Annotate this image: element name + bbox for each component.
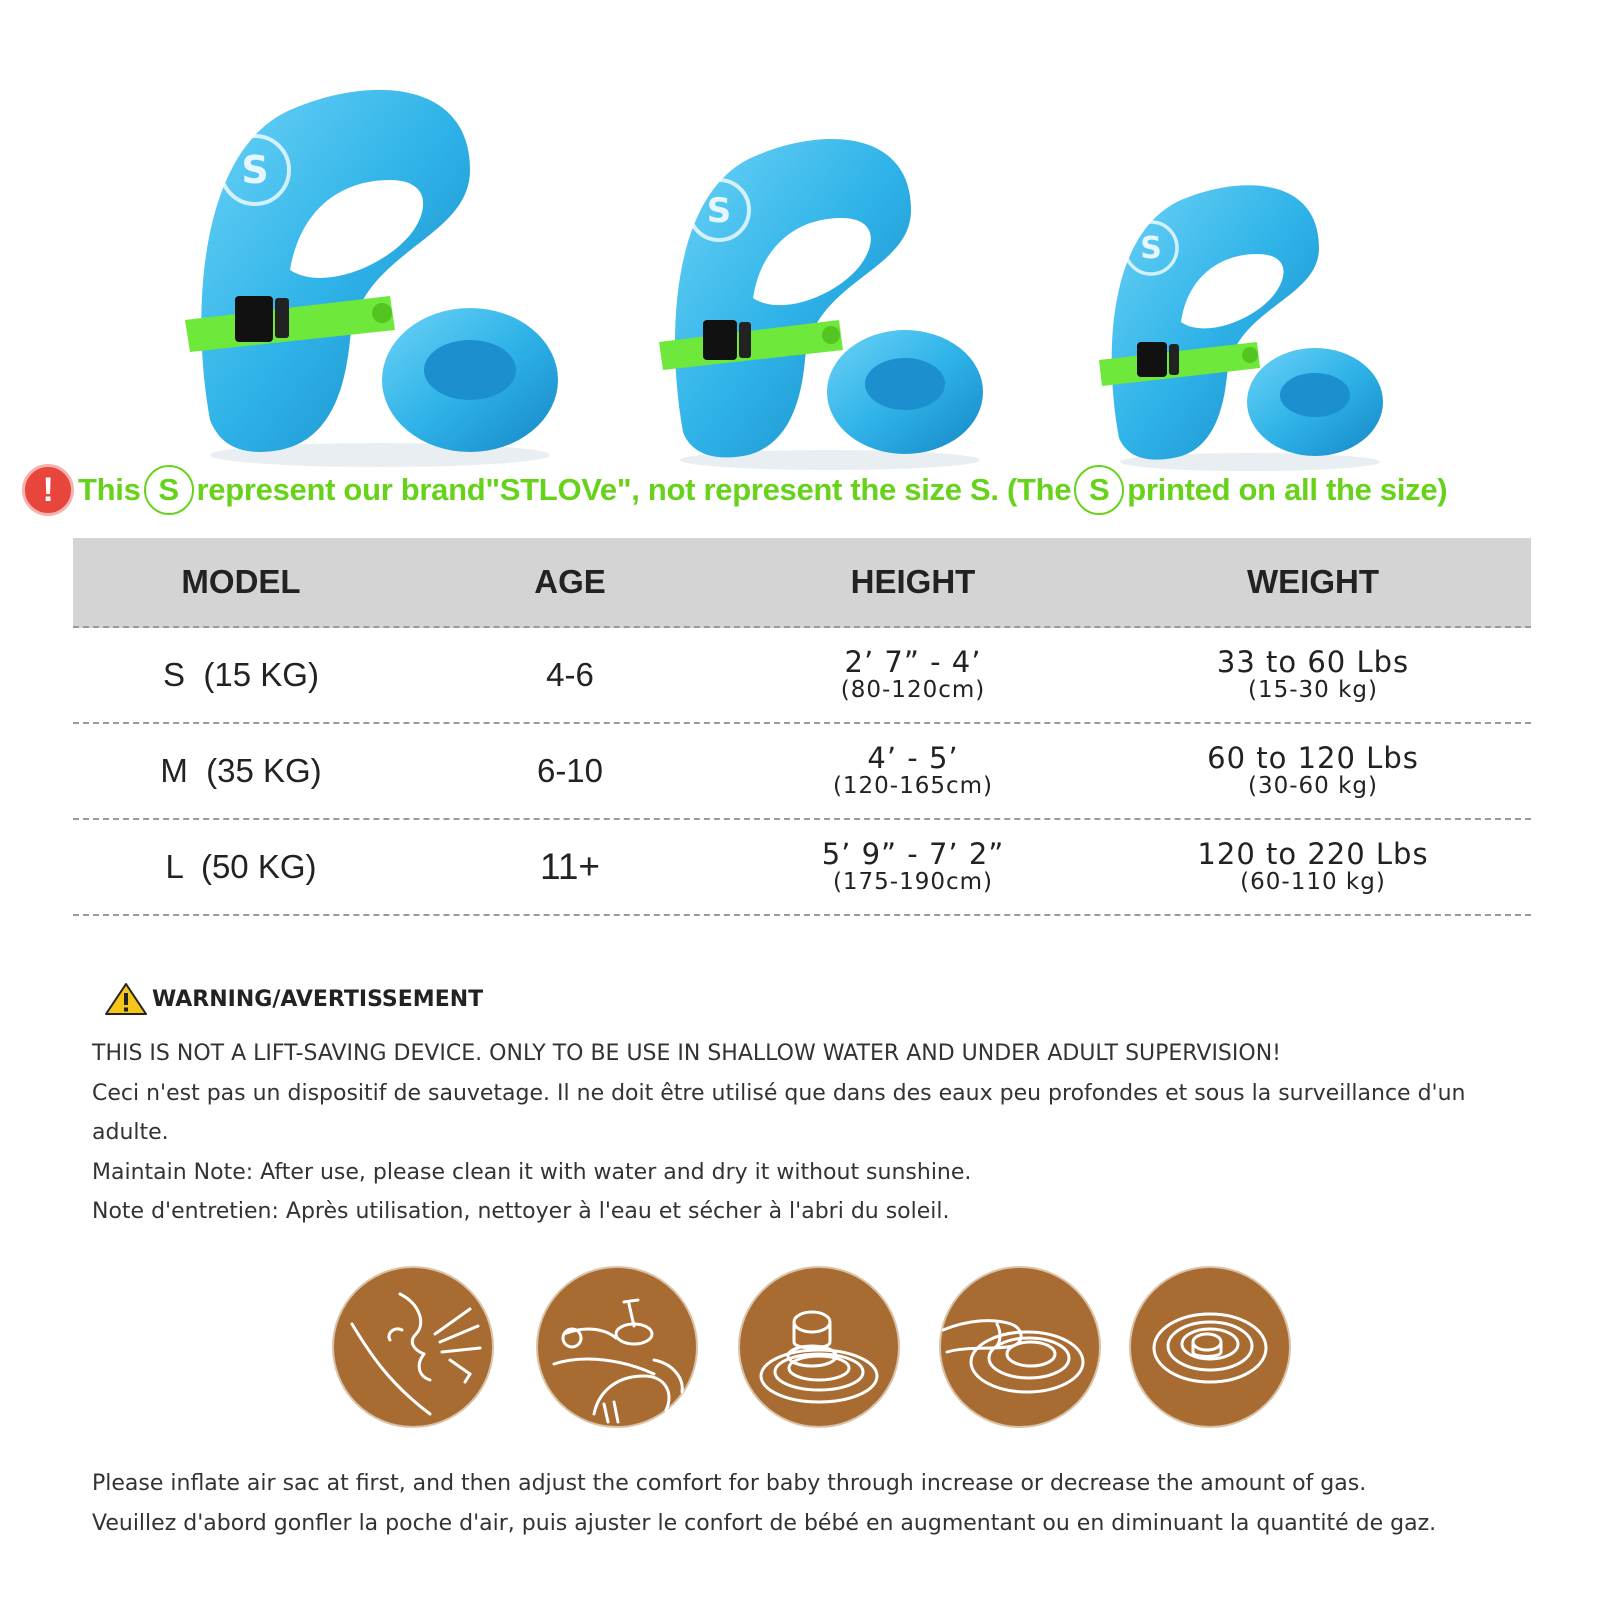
small-floatie-image bbox=[1095, 162, 1385, 472]
press-valve-icon bbox=[937, 1264, 1103, 1430]
maintenance-note: Maintain Note: After use, please clean it with water and dry it without sunshine. bbox=[92, 1159, 972, 1185]
cell-height bbox=[731, 743, 1095, 799]
weight-kg: (15-30 kg) bbox=[1247, 677, 1378, 703]
warning-line: THIS IS NOT A LIFT-SAVING DEVICE. ONLY TO BE USE IN SHALLOW WATER AND UNDER ADULT SUPERVISION! bbox=[92, 1041, 1281, 1066]
brand-note bbox=[22, 462, 1582, 518]
cell-age: 4-6 bbox=[546, 656, 594, 693]
cell-model: S (15 KG) bbox=[163, 656, 319, 693]
height-metric: (120-165cm) bbox=[832, 773, 994, 799]
weight-lbs: 33 to 60 Lbs bbox=[1216, 645, 1410, 679]
maintenance-note-fr: Note d'entretien: Après utilisation, nettoyer à l'eau et sécher à l'abri du soleil. bbox=[92, 1199, 950, 1224]
warning-line: Ceci n'est pas un dispositif de sauvetage. Il ne doit être utilisé que dans des eaux peu profondes et sous la surveillance d'un adulte. bbox=[92, 1080, 1466, 1145]
cell-model: L (50 KG) bbox=[165, 848, 317, 885]
inflation-steps bbox=[330, 1264, 1310, 1430]
floatie-logo: S bbox=[1140, 231, 1162, 266]
inflation-notes bbox=[92, 1464, 1542, 1543]
weight-lbs: 60 to 120 Lbs bbox=[1207, 741, 1419, 775]
inflate-note-en: Please inflate air sac at first, and then adjust the comfort for baby through increase or decrease the amount of gas. bbox=[92, 1471, 1367, 1496]
table-row bbox=[73, 820, 1531, 916]
header-weight: WEIGHT bbox=[1247, 563, 1379, 600]
header-height: HEIGHT bbox=[850, 563, 976, 600]
height-metric: (80-120cm) bbox=[840, 677, 986, 703]
large-floatie-image bbox=[180, 60, 560, 470]
floatie-logo: S bbox=[241, 148, 269, 192]
blow-into-valve-icon bbox=[330, 1264, 496, 1430]
cell-weight bbox=[1095, 839, 1531, 895]
warning-notes bbox=[92, 1034, 1542, 1232]
closed-valve-icon bbox=[1127, 1264, 1293, 1430]
brand-note-text-3: printed on all the size) bbox=[1127, 472, 1448, 507]
product-images bbox=[0, 40, 1600, 480]
cell-weight bbox=[1095, 743, 1531, 799]
warning-heading bbox=[104, 982, 483, 1016]
warning-title-text: WARNING/AVERTISSEMENT bbox=[152, 986, 484, 1012]
cell-model: M (35 KG) bbox=[160, 752, 322, 789]
table-header-row bbox=[73, 538, 1531, 628]
exclamation-alert-icon: ! bbox=[22, 464, 74, 516]
height-imperial: 4’ - 5’ bbox=[867, 741, 959, 775]
valve-plug-icon bbox=[736, 1264, 902, 1430]
weight-kg: (60-110 kg) bbox=[1240, 869, 1386, 895]
header-model: MODEL bbox=[181, 563, 301, 600]
inflate-note-fr: Veuillez d'abord gonfler la poche d'air, puis ajuster le confort de bébé en augmentant ou en diminuant la quantité de gaz. bbox=[92, 1510, 1437, 1536]
cell-age: 6-10 bbox=[536, 752, 604, 789]
brand-note-text-1: This bbox=[78, 472, 141, 507]
floatie-logo: S bbox=[706, 191, 732, 231]
cell-age: 11+ bbox=[539, 846, 601, 887]
warning-triangle-icon bbox=[104, 982, 148, 1016]
brand-s-logo-circle: S bbox=[1074, 465, 1124, 515]
brand-note-text-2: represent our brand"STLOVe", not represent the size S. (The bbox=[196, 472, 1072, 507]
cell-height bbox=[731, 839, 1095, 895]
weight-lbs: 120 to 220 Lbs bbox=[1197, 837, 1429, 871]
height-imperial: 5’ 9” - 7’ 2” bbox=[821, 837, 1005, 871]
size-chart-table bbox=[73, 538, 1531, 916]
table-row bbox=[73, 628, 1531, 724]
brand-s-logo-circle: S bbox=[144, 465, 194, 515]
table-row bbox=[73, 724, 1531, 820]
medium-floatie-image bbox=[655, 112, 985, 472]
height-imperial: 2’ 7” - 4’ bbox=[844, 645, 982, 679]
cell-height bbox=[731, 647, 1095, 703]
weight-kg: (30-60 kg) bbox=[1247, 773, 1378, 799]
header-age: AGE bbox=[534, 563, 606, 600]
open-valve-icon bbox=[534, 1264, 700, 1430]
height-metric: (175-190cm) bbox=[832, 869, 994, 895]
cell-weight bbox=[1095, 647, 1531, 703]
